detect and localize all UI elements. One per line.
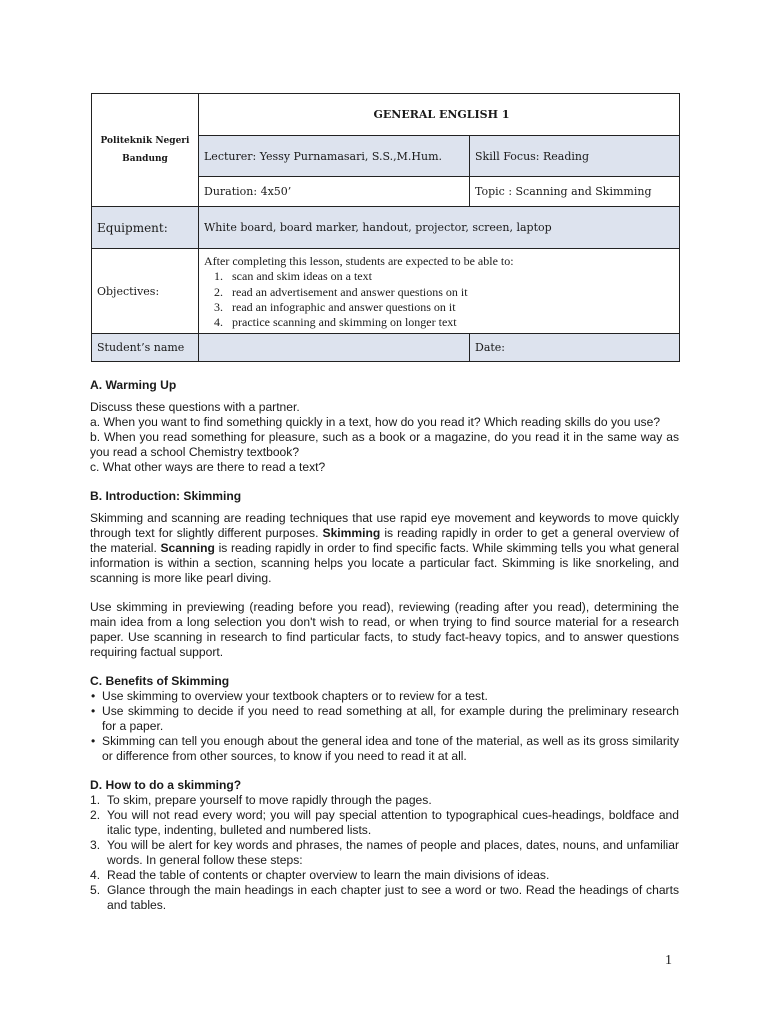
warming-up-question: c. What other ways are there to read a text? — [90, 460, 326, 474]
student-name-label: Student’s name — [92, 334, 199, 362]
list-item: • Use skimming to decide if you need to read something at all, for example during the preliminary research for a paper. — [90, 704, 679, 734]
objective-item: 3. read an infographic and answer questions on it — [226, 300, 679, 315]
section-a-title: A. Warming Up — [90, 378, 177, 392]
list-item: 2. You will not read every word; you will pay special attention to typographical cues-headings, boldface and italic type, indenting, bulleted and numbered lists. — [90, 808, 679, 837]
objective-item: 4. practice scanning and skimming on longer text — [226, 315, 679, 330]
list-item: 1. To skim, prepare yourself to move rapidly through the pages. — [90, 793, 432, 807]
course-title: GENERAL ENGLISH 1 — [199, 94, 680, 136]
objective-item: 1. scan and skim ideas on a text — [226, 269, 679, 284]
equipment-label: Equipment: — [92, 207, 199, 249]
warming-up-question: b. When you read something for pleasure, such as a book or a magazine, do you read it in the same way as you read a school Chemistry textbook? — [90, 430, 679, 459]
skimming-usage-paragraph: Use skimming in previewing (reading before you read), reviewing (reading after you read), determining the main idea from a long selection you don't wish to read, or when trying to find source material for a research paper. Use scanning in research to find particular facts, to study fact-heavy topics, and to answer questions requiring factual support. — [90, 600, 679, 659]
section-d-title: D. How to do a skimming? — [90, 778, 242, 792]
date-label: Date: — [470, 334, 680, 362]
lesson-header-table — [91, 93, 680, 362]
objectives-intro: After completing this lesson, students are expected to be able to: — [204, 254, 514, 268]
list-item: 4. Read the table of contents or chapter overview to learn the main divisions of ideas. — [90, 868, 550, 882]
list-item: 5. Glance through the main headings in each chapter just to see a word or two. Read the headings of charts and tables. — [90, 883, 679, 912]
skill-focus: Skill Focus: Reading — [470, 136, 680, 177]
section-c-title: C. Benefits of Skimming — [90, 674, 230, 688]
worksheet-content — [90, 378, 679, 913]
list-item: • Skimming can tell you enough about the general idea and tone of the material, as well as its gross similarity or difference from other sources, to know if you need to read it at all. — [90, 734, 679, 764]
warming-up-intro: Discuss these questions with a partner. — [90, 400, 300, 414]
list-item: • Use skimming to overview your textbook chapters or to review for a test. — [90, 689, 679, 704]
objectives-list — [204, 269, 679, 330]
skimming-steps-list — [90, 793, 679, 913]
lecturer: Lecturer: Yessy Purnamasari, S.S.,M.Hum. — [199, 136, 470, 177]
warming-up-question: a. When you want to find something quickly in a text, how do you read it? Which reading skills do you use? — [90, 415, 661, 429]
student-name-field[interactable] — [199, 334, 470, 362]
objectives-label: Objectives: — [92, 249, 199, 334]
benefits-list — [90, 689, 679, 764]
section-b-title: B. Introduction: Skimming — [90, 489, 242, 503]
skimming-term: Skimming — [322, 526, 381, 540]
list-item: 3. You will be alert for key words and phrases, the names of people and places, dates, nouns, and unfamiliar words. In general follow these steps: — [90, 838, 679, 867]
duration: Duration: 4x50’ — [199, 177, 470, 207]
objectives-cell — [199, 249, 680, 334]
topic: Topic : Scanning and Skimming — [470, 177, 680, 207]
skimming-intro-paragraph: Skimming and scanning are reading techniques that use rapid eye movement and keywords to move quickly through text for slightly different purposes. Skimming is reading rapidly in order to get a general overview of the material. Scanning is reading rapidly in order to find specific facts. While skimming tells you what general information is within a section, scanning helps you locate a particular fact. Skimming is like snorkeling, and scanning is more like pearl diving. — [90, 511, 680, 585]
page-number: 1 — [665, 953, 672, 968]
institution-name: Politeknik Negeri Bandung — [92, 94, 199, 207]
scanning-term: Scanning — [160, 541, 215, 555]
equipment-value: White board, board marker, handout, projector, screen, laptop — [199, 207, 680, 249]
objective-item: 2. read an advertisement and answer questions on it — [226, 285, 679, 300]
